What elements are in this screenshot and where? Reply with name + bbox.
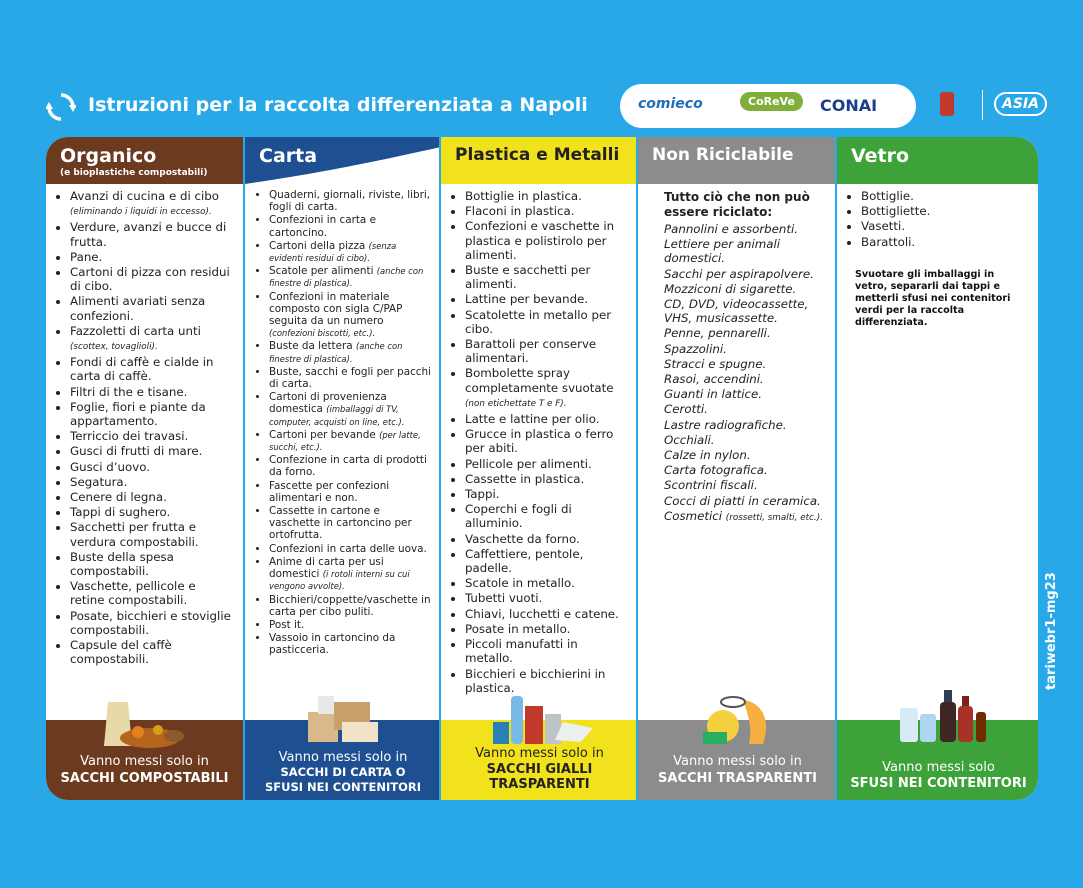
item-text: Confezioni in carta delle uova. xyxy=(269,542,427,555)
column-title: Vetro xyxy=(851,145,910,167)
item-text: Quaderni, giornali, riviste, libri, fogli di carta. xyxy=(269,189,431,214)
column-organico xyxy=(46,137,243,800)
item-text: Posate in metallo. xyxy=(465,621,571,636)
item-text: Guanti in lattice. xyxy=(664,387,763,402)
list-item xyxy=(269,291,431,340)
list-item xyxy=(664,433,827,447)
item-text: Tappi di sughero. xyxy=(70,505,171,520)
column-subtitle: (e bioplastiche compostabili) xyxy=(60,168,208,178)
column-footer xyxy=(46,720,243,800)
item-text: Carta fotografica. xyxy=(664,463,768,478)
list-item xyxy=(465,472,628,486)
item-text: Alimenti avariati senza confezioni. xyxy=(70,294,206,323)
list-item xyxy=(70,189,233,219)
item-text: Cenere di legna. xyxy=(70,490,167,505)
list-item xyxy=(70,265,233,293)
item-text: Vassoio in cartoncino da pasticceria. xyxy=(269,632,396,657)
item-text: Barattoli. xyxy=(861,234,916,249)
item-list xyxy=(837,189,1038,250)
list-item xyxy=(269,366,431,390)
item-text: Buste della spesa compostabili. xyxy=(70,549,174,579)
list-item xyxy=(70,444,233,458)
footer-line: Vanno messi solo in xyxy=(80,754,209,769)
item-text: Rasoi, accendini. xyxy=(664,372,764,387)
item-text: Bombolette spray completamente svuotate xyxy=(465,366,614,395)
list-item xyxy=(269,189,431,213)
list-item xyxy=(269,265,431,289)
item-text: Cerotti. xyxy=(664,402,708,417)
item-note: (anche con finestre di plastica). xyxy=(269,341,403,364)
column-header xyxy=(245,137,441,184)
list-item xyxy=(70,579,233,607)
list-item xyxy=(465,219,628,262)
item-note: (i rotoli interni su cui vengono avvolte). xyxy=(269,569,410,592)
list-item xyxy=(269,391,431,428)
item-text: Confezione in carta di prodotti da forno. xyxy=(269,454,427,479)
item-text: Bottigliette. xyxy=(861,204,931,219)
list-item xyxy=(664,387,827,401)
organic-waste-icon xyxy=(90,692,200,748)
list-item xyxy=(664,222,827,236)
item-text: Buste, sacchi e fogli per pacchi di carta. xyxy=(269,365,431,391)
conai-logo: CONAI xyxy=(820,96,878,115)
item-text: Tubetti vuoti. xyxy=(465,591,543,606)
item-text: Stracci e spugne. xyxy=(664,356,767,371)
item-text: Scatole per alimenti xyxy=(269,265,374,278)
item-text: Scatole in metallo. xyxy=(465,576,575,591)
list-item xyxy=(70,324,233,354)
list-item xyxy=(465,189,628,203)
list-item xyxy=(70,609,233,637)
item-text: Pellicole per alimenti. xyxy=(465,456,592,471)
item-text: Cartoni di pizza con residui di cibo. xyxy=(70,265,230,294)
header xyxy=(46,84,1039,132)
document-code: tariwebr1-mg23 xyxy=(1044,572,1059,690)
list-item xyxy=(269,594,431,618)
column-footer xyxy=(837,720,1038,800)
item-note: (rossetti, smalti, etc.). xyxy=(725,512,823,523)
item-text: Segatura. xyxy=(70,474,128,489)
column-carta xyxy=(243,137,441,800)
glass-waste-icon xyxy=(884,686,994,748)
item-note: (confezioni biscotti, etc.). xyxy=(269,328,376,339)
item-text: Cocci di piatti in ceramica. xyxy=(664,493,821,508)
item-text: Pane. xyxy=(70,249,103,264)
list-item xyxy=(269,454,431,478)
list-item xyxy=(861,204,1030,218)
item-text: Bicchieri/coppette/vaschette in carta per cibo puliti. xyxy=(269,593,431,618)
recycle-icon xyxy=(46,92,76,122)
item-list xyxy=(441,189,638,696)
list-item xyxy=(70,460,233,474)
item-text: Buste da lettera xyxy=(269,340,353,353)
partner-logos xyxy=(620,84,916,128)
item-text: Capsule del caffè compostabili. xyxy=(70,638,172,667)
list-item xyxy=(664,418,827,432)
non-recyclable-waste-icon xyxy=(693,692,783,748)
item-text: Vaschette, pellicole e retine compostabili. xyxy=(70,579,196,608)
item-text: Confezioni in carta e cartoncino. xyxy=(269,214,376,239)
item-text: Pannolini e assorbenti. xyxy=(664,222,799,236)
list-item xyxy=(70,520,233,548)
item-text: Fascette per confezioni alimentari e non. xyxy=(269,479,390,504)
item-note: (per latte, succhi, etc.). xyxy=(269,429,421,453)
item-list-inner xyxy=(664,222,827,525)
footer-line: Vanno messi solo in xyxy=(475,746,604,761)
footer-bin-type xyxy=(245,765,441,795)
list-item xyxy=(269,619,431,631)
item-text: Cassette in cartone e vaschette in cartoncino per ortofrutta. xyxy=(269,505,412,542)
column-header xyxy=(441,137,638,184)
plastic-metal-waste-icon xyxy=(485,692,595,748)
list-item xyxy=(664,372,827,386)
list-item xyxy=(269,429,431,453)
column-title: Non Riciclabile xyxy=(652,145,794,165)
item-text: Cartoni per bevande xyxy=(269,428,376,441)
item-text: Sacchetti per frutta e verdura compostabili. xyxy=(70,520,199,549)
list-item xyxy=(465,637,628,665)
list-item xyxy=(465,532,628,546)
coreve-logo: CoReVe xyxy=(740,92,803,111)
list-item xyxy=(465,487,628,501)
footer-bin-type xyxy=(441,762,638,792)
list-item xyxy=(269,240,431,264)
item-text: Coperchi e fogli di alluminio. xyxy=(465,502,572,531)
list-item xyxy=(70,250,233,264)
item-text: Spazzolini. xyxy=(664,341,727,356)
list-item xyxy=(664,237,827,265)
list-item xyxy=(664,478,827,492)
list-item xyxy=(465,457,628,471)
item-list xyxy=(245,189,441,658)
list-item xyxy=(664,402,827,416)
item-text: Terriccio dei travasi. xyxy=(70,429,189,444)
item-list xyxy=(638,189,837,526)
footer-line: Vanno messi solo in xyxy=(673,754,802,769)
list-item xyxy=(861,219,1030,233)
list-item xyxy=(70,400,233,428)
item-text: Cosmetici xyxy=(664,508,723,523)
column-header xyxy=(46,137,243,184)
footer-bin-type: SACCHI COMPOSTABILI xyxy=(60,771,229,786)
item-note: (non etichettate T e F). xyxy=(465,398,567,409)
list-item xyxy=(664,357,827,371)
item-note: (scottex, tovaglioli). xyxy=(70,342,158,353)
footer-bin-type-line: SACCHI GIALLI xyxy=(486,762,593,777)
item-text: Vasetti. xyxy=(861,219,906,234)
item-text: Grucce in plastica o ferro per abiti. xyxy=(465,427,614,456)
list-item xyxy=(465,337,628,365)
column-title: Carta xyxy=(259,145,318,167)
list-item xyxy=(465,263,628,291)
list-item xyxy=(70,220,233,248)
footer-bin-type: SACCHI TRASPARENTI xyxy=(658,771,817,786)
footer-bin-type-line: SACCHI DI CARTA O xyxy=(280,765,406,779)
list-item xyxy=(465,667,628,695)
glass-instructions: Svuotare gli imballaggi in vetro, separarli dai tappi e metterli sfusi nei contenitori verdi per la raccolta differenziata. xyxy=(855,269,1011,328)
column-title: Organico xyxy=(60,145,157,167)
paper-waste-icon xyxy=(298,692,388,748)
list-item xyxy=(465,607,628,621)
list-item xyxy=(269,632,431,656)
item-note: (imballaggi di TV, computer, acquisti on line, etc.). xyxy=(269,404,405,427)
list-item xyxy=(70,385,233,399)
item-text: Gusci d’uovo. xyxy=(70,459,150,474)
list-item xyxy=(70,429,233,443)
item-text: Sacchi per aspirapolvere. xyxy=(664,266,814,281)
column-header xyxy=(638,137,837,184)
item-text: Cassette in plastica. xyxy=(465,471,585,486)
item-text: Tappi. xyxy=(465,487,500,502)
list-item xyxy=(465,427,628,455)
column-footer xyxy=(638,720,837,800)
footer-bin-type: SFUSI NEI CONTENITORI xyxy=(850,776,1027,791)
item-text: Fondi di caffè e cialde in carta di caffè. xyxy=(70,355,214,384)
list-item xyxy=(465,204,628,218)
list-item xyxy=(465,366,628,411)
item-text: Confezioni in materiale composto con sigla C/PAP seguita da un numero xyxy=(269,290,403,328)
item-text: Avanzi di cucina e di cibo xyxy=(70,189,219,203)
asia-logo: ASIA xyxy=(994,92,1047,116)
comieco-logo: comieco xyxy=(638,96,703,112)
item-text: Bicchieri e bicchierini in plastica. xyxy=(465,666,606,695)
item-list xyxy=(46,189,243,668)
list-item xyxy=(269,480,431,504)
column-non-riciclabile xyxy=(636,137,837,800)
list-item xyxy=(465,412,628,426)
list-item xyxy=(269,543,431,555)
list-item xyxy=(465,292,628,306)
item-text: Foglie, fiori e piante da appartamento. xyxy=(70,399,206,429)
item-text: Scontrini fiscali. xyxy=(664,478,758,493)
column-vetro xyxy=(835,137,1038,800)
list-item xyxy=(70,638,233,666)
item-note: (anche con finestre di plastica). xyxy=(269,266,424,289)
item-text: Lattine per bevande. xyxy=(465,292,589,307)
waste-guide-board xyxy=(46,137,1038,800)
item-text: Barattoli per conserve alimentari. xyxy=(465,337,597,366)
list-item xyxy=(861,189,1030,203)
comune-napoli-logo-icon xyxy=(940,92,954,116)
list-item xyxy=(70,294,233,322)
list-item xyxy=(664,282,827,296)
divider xyxy=(982,90,983,120)
item-text: Calze in nylon. xyxy=(664,448,751,463)
list-item xyxy=(465,622,628,636)
list-item xyxy=(664,463,827,477)
list-item xyxy=(269,556,431,593)
item-text: Cartoni della pizza xyxy=(269,239,366,252)
list-item xyxy=(70,550,233,578)
item-text: Gusci di frutti di mare. xyxy=(70,444,203,459)
item-text: Occhiali. xyxy=(664,432,715,447)
item-note: (eliminando i liquidi in eccesso). xyxy=(70,207,212,218)
item-text: Lastre radiografiche. xyxy=(664,417,787,432)
item-text: Piccoli manufatti in metallo. xyxy=(465,637,578,666)
column-footer xyxy=(441,720,638,800)
item-text: Caffettiere, pentole, padelle. xyxy=(465,546,584,576)
item-text: Confezioni e vaschette in plastica e polistirolo per alimenti. xyxy=(465,219,615,262)
item-text: Scatolette in metallo per cibo. xyxy=(465,307,612,336)
item-text: Flaconi in plastica. xyxy=(465,204,575,219)
list-item xyxy=(70,355,233,383)
page-title: Istruzioni per la raccolta differenziata a Napoli xyxy=(88,94,588,116)
item-text: Chiavi, lucchetti e catene. xyxy=(465,606,619,621)
item-text: Latte e lattine per olio. xyxy=(465,412,600,427)
list-item xyxy=(269,505,431,542)
item-text: Fazzoletti di carta unti xyxy=(70,323,201,338)
list-item xyxy=(664,342,827,356)
list-item xyxy=(664,297,827,325)
list-item xyxy=(70,475,233,489)
item-text: Buste e sacchetti per alimenti. xyxy=(465,263,591,292)
item-text: Bottiglie. xyxy=(861,189,914,203)
column-header xyxy=(837,137,1038,184)
item-note: (senza evidenti residui di cibo). xyxy=(269,240,397,264)
list-item xyxy=(465,502,628,530)
item-text: Anime di carta per usi domestici xyxy=(269,555,384,581)
footer-bin-type-line: SFUSI NEI CONTENITORI xyxy=(264,780,421,794)
list-item xyxy=(861,235,1030,249)
item-text: CD, DVD, videocassette, VHS, musicassette. xyxy=(664,297,809,326)
list-item xyxy=(465,576,628,590)
list-item xyxy=(664,448,827,462)
item-text: Posate, bicchieri e stoviglie compostabili. xyxy=(70,608,231,637)
footer-bin-type-line: TRASPARENTI xyxy=(489,777,590,792)
item-text: Filtri di the e tisane. xyxy=(70,384,188,399)
list-item xyxy=(465,591,628,605)
item-text: Penne, pennarelli. xyxy=(664,326,771,341)
list-item xyxy=(269,214,431,238)
list-item xyxy=(269,340,431,364)
item-text: Bottiglie in plastica. xyxy=(465,189,582,203)
list-item xyxy=(664,267,827,281)
footer-line: Vanno messi solo in xyxy=(278,750,408,765)
list-item xyxy=(664,326,827,340)
column-plastica-metalli xyxy=(439,137,638,800)
list-item xyxy=(70,505,233,519)
column-title: Plastica e Metalli xyxy=(455,145,620,165)
item-text: Mozziconi di sigarette. xyxy=(664,281,797,296)
list-item xyxy=(70,490,233,504)
item-text: Vaschette da forno. xyxy=(465,531,580,546)
footer-line: Vanno messi solo xyxy=(882,760,995,775)
item-text: Post it. xyxy=(269,618,305,631)
item-text: Cartoni di provenienza domestica xyxy=(269,391,387,416)
column-footer xyxy=(245,720,441,800)
list-item xyxy=(465,308,628,336)
list-item xyxy=(465,547,628,575)
item-text: Lettiere per animali domestici. xyxy=(664,237,781,266)
list-item xyxy=(664,494,827,508)
list-item xyxy=(664,509,827,525)
item-text: Verdure, avanzi e bucce di frutta. xyxy=(70,220,227,249)
intro-text: Tutto ciò che non può essere riciclato: xyxy=(664,190,810,219)
